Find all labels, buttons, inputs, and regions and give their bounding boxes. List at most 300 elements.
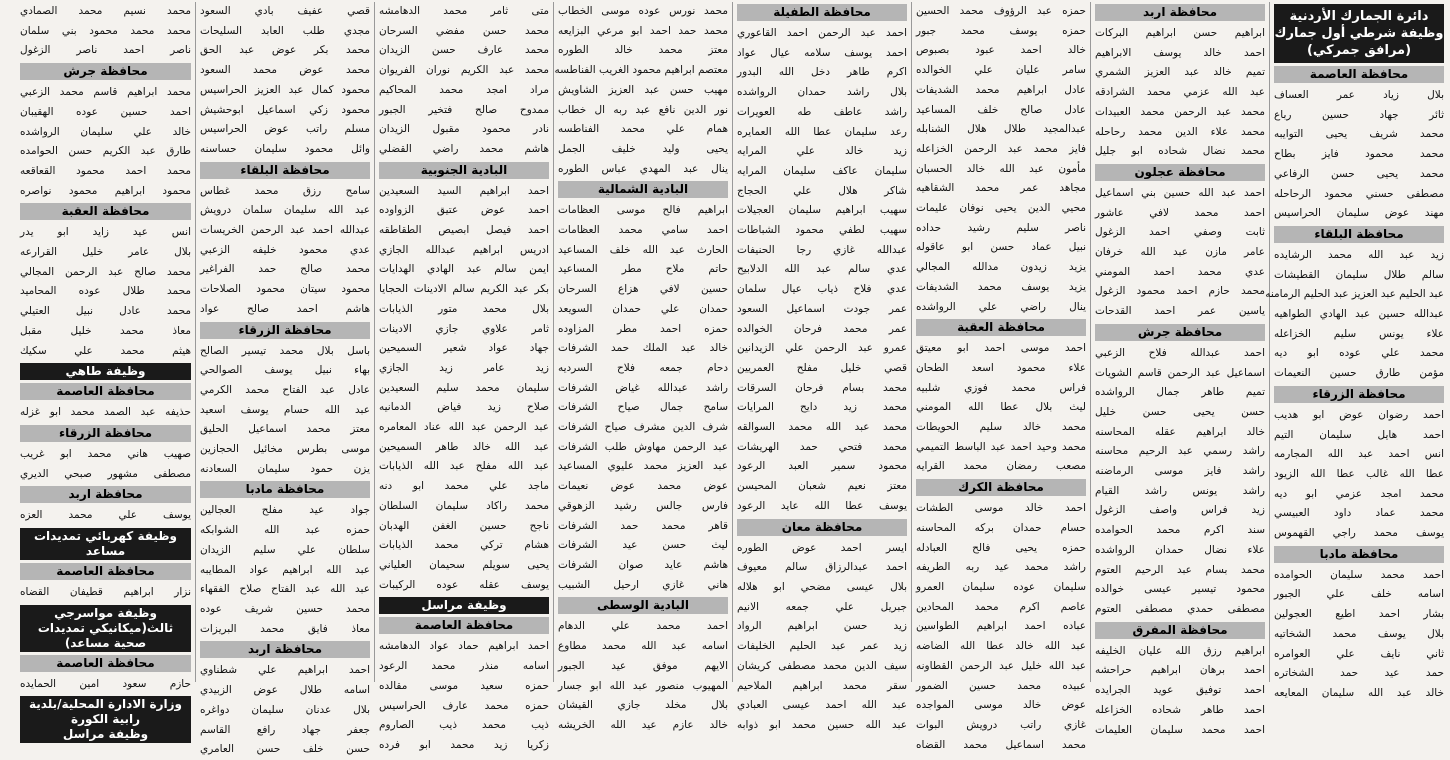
name-entry: احمد محمد سليمان العليمات	[1095, 723, 1265, 736]
name-entry: هاني غازي ارحيل الشبيب	[558, 578, 728, 591]
region-header: محافظة الزرقاء	[200, 322, 370, 339]
name-entry: بلال راشد حمدان الرواشده	[737, 86, 907, 99]
name-entry: عبدالمجيد طلال هلال الشنابله	[916, 123, 1086, 136]
section-block	[554, 2, 728, 179]
name-entry: محمد احمد محمود القعاقعه	[20, 164, 191, 177]
name-entry: محمد بسام فرحان السرقات	[737, 381, 907, 394]
name-entry: معتصم ابراهيم محمود الغريب الفناطسه	[554, 64, 728, 77]
name-entry: جبريل علي جمعه الانيم	[737, 600, 907, 613]
name-entry: يوسف عطا الله عايد الرعود	[737, 499, 907, 512]
name-entry: يوسف محمد راجي القهموس	[1274, 527, 1444, 540]
name-entry: محمد نسيم محمد الصمادي	[20, 5, 191, 17]
name-entry: عمر جودت اسماعيل السعود	[737, 302, 907, 315]
name-entry: علاء محمود اسعد الطحان	[916, 361, 1086, 374]
region-header: محافظة جرش	[20, 63, 191, 80]
name-entry: مهند عوض سليمان الحراسيس	[1274, 207, 1444, 220]
name-entry: محمد عوض محمد السعود	[200, 64, 370, 77]
name-entry: ماجد علي محمد ابو دنه	[379, 480, 549, 493]
name-entry: عبد الله خالد عطا الله الضاضه	[916, 640, 1086, 653]
name-entry: محمد بسام عبد الرحيم العتوم	[1095, 563, 1265, 576]
section-block	[1274, 4, 1444, 63]
name-entry: مهيب حسن عبد العزيز الشاويش	[558, 83, 728, 96]
name-entry: مجاهد عمر محمد الشقاهيه	[916, 182, 1086, 195]
name-entry: محمد صالح حمد الفراغير	[200, 263, 370, 276]
region-header: محافظة عجلون	[1095, 164, 1265, 181]
name-entry: نور الدين نافع عبد ربه ال خطاب	[558, 103, 728, 116]
region-header: محافظة مادبا	[200, 481, 370, 498]
section-block	[20, 563, 191, 603]
name-entry: مصطفى حمدي مصطفى العتوم	[1095, 602, 1265, 615]
column-6	[374, 2, 553, 751]
name-entry: يحيى وليد خليف الجمل	[558, 142, 728, 155]
name-entry: بهاء نبيل يوسف الصوالحي	[200, 364, 370, 377]
name-entry: عبد الله سليمان سلمان درويش	[200, 204, 370, 217]
name-entry: احمد موسى احمد ابو معيتق	[916, 342, 1086, 355]
name-entry: احمد خالد يوسف الابراهيم	[1095, 46, 1265, 59]
job-title-header: وظيفة طاهي	[20, 363, 191, 380]
name-entry: حمزه يوسف محمد جبور	[916, 24, 1086, 37]
name-entry: همام علي محمد الفناطسه	[558, 123, 728, 136]
region-header: محافظة الزرقاء	[20, 425, 191, 442]
name-entry: حمزه احمد مطر المزاوده	[558, 322, 728, 335]
job-title-header: وزارة الادارة المحلية/بلدية رابية الكورة وظيفة مراسل	[20, 696, 191, 743]
name-entry: نادر محمود مقبول الزيدان	[379, 123, 549, 136]
section-block	[200, 162, 370, 320]
name-entry: عبد الله مفلح عبد الله الذيابات	[379, 460, 549, 473]
name-entry: هشام تركي محمد الذيابات	[379, 539, 549, 552]
name-entry: عبد الحليم عبد العزيز عبد الحليم الرمامنه	[1265, 288, 1444, 301]
name-entry: قصي خليل مفلح العمريين	[737, 361, 907, 374]
name-entry: احمد خالد موسى الطشات	[916, 502, 1086, 515]
name-entry: احمد توفيق عويد الجرايده	[1095, 684, 1265, 697]
name-entry: راشد فايز موسى الرماضنه	[1095, 465, 1265, 478]
name-entry: احمد ابراهيم حماد عواد الدهامشه	[379, 640, 549, 653]
name-entry: عاصم اكرم محمد المحادين	[916, 600, 1086, 613]
name-entry: عوض محمد عوض نعيمات	[558, 480, 728, 493]
name-entry: حسين لافي هزاع السرحان	[558, 283, 728, 296]
name-entry: معاذ فايق محمد البريزات	[200, 622, 370, 635]
name-entry: بشار احمد اطيع العجولين	[1274, 608, 1444, 621]
name-entry: محمود سمير العبد الرعود	[737, 460, 907, 473]
name-entry: محمد راكاد سليمان السلطان	[379, 499, 549, 512]
name-entry: محمد عبد الله محمد السوالقه	[737, 421, 907, 434]
name-entry: معتز محمد خالد الطوره	[558, 44, 728, 57]
name-entry: احمد محمد علي الدهام	[558, 620, 728, 633]
section-block	[20, 2, 191, 61]
name-entry: عادل عبد الفتاح محمد الكرمي	[200, 383, 370, 396]
section-block	[200, 481, 370, 639]
name-entry: يوسف عقله عوده الركيبات	[379, 578, 549, 591]
section-block	[20, 383, 191, 423]
name-entry: علاء يونس سليم الخزاعله	[1274, 327, 1444, 340]
name-entry: ذيب محمد ذيب الصاروم	[379, 719, 549, 732]
name-entry: احمد عبد الله حسين بني اسماعيل	[1095, 186, 1265, 199]
name-entry: ثائر جهاد حسين رباع	[1274, 108, 1444, 121]
name-entry: وائل محمود سليمان حساسنه	[200, 142, 370, 155]
region-header: محافظة اربد	[1095, 4, 1265, 21]
name-entry: نزار ابراهيم قطيفان القضاه	[20, 586, 191, 599]
name-entry: شاكر هلال علي الحجاج	[737, 184, 907, 197]
name-entry: رعد سليمان عطا الله العمايره	[737, 125, 907, 138]
name-entry: عدي سالم عبد الله الدلابيح	[737, 263, 907, 276]
name-entry: سامح رزق محمد غطاس	[200, 184, 370, 197]
name-entry: محمد حسن مفضي السرحان	[379, 24, 549, 37]
name-entry: زيد عمر عبد الحليم الخليفات	[737, 640, 907, 653]
section-block	[379, 162, 549, 596]
name-entry: محمد بكر عوض عبد الحق	[200, 44, 370, 57]
name-entry: حسن يحيى حسن خليل	[1095, 405, 1265, 418]
name-entry: خالد عازم عيد الله الخريشه	[558, 718, 728, 731]
name-entry: محمود ابراهيم محمود نواصره	[20, 184, 191, 197]
column-2	[1090, 2, 1269, 736]
name-entry: احمد حسين عوده الهقيبان	[20, 105, 191, 118]
name-entry: ليث حسن عيد الشرفات	[558, 539, 728, 552]
region-header: البادية الشمالية	[558, 181, 728, 198]
name-entry: راشد عبدالله غياض الشرفات	[558, 381, 728, 394]
name-entry: ممدوح صالح فتخير الجبور	[379, 103, 549, 116]
name-entry: محمد عبد الرحمن محمد العبيدات	[1095, 105, 1265, 118]
region-header: محافظة المفرق	[1095, 622, 1265, 639]
name-entry: راشد رسمي عبد الرحيم محاسنه	[1095, 445, 1265, 458]
region-header: محافظة الكرك	[916, 479, 1086, 496]
name-entry: جعفر جهاد رافع القاسم	[200, 723, 370, 736]
name-entry: محمد خالد سليم الحويطات	[916, 421, 1086, 434]
name-entry: عبد الله خليل عبد الرحمن القطاونه	[916, 659, 1086, 672]
name-entry: سهيب لطفي محمود الشباطات	[737, 224, 907, 237]
region-header: محافظة اربد	[200, 641, 370, 658]
name-entry: احمد عوض عتيق الزواوده	[379, 204, 549, 217]
job-title-header: وظيفة مراسل	[379, 597, 549, 614]
name-entry: عبدالله احمد عبد الرحمن الخريسات	[200, 224, 370, 237]
name-entry: اسامه منذر محمد الرعود	[379, 660, 549, 673]
region-header: محافظة مادبا	[1274, 546, 1444, 563]
name-entry: محمد حسين شريف عوده	[200, 602, 370, 615]
name-entry: احمد محمد سليمان الحوامده	[1274, 568, 1444, 581]
name-entry: محمد عادل نبيل العتيلي	[20, 305, 191, 318]
name-entry: محمد نورس عوده موسى الخطاب	[558, 5, 728, 17]
name-entry: بكر عبد الكريم سالم الادينات الحجايا	[379, 283, 549, 296]
name-entry: معاذ محمد خليل مقبل	[20, 324, 191, 337]
section-block	[558, 597, 728, 735]
section-block	[1095, 164, 1265, 322]
name-entry: عبد العزيز محمد عليوي المساعيد	[558, 460, 728, 473]
name-entry: عدي فلاح ذياب عيال سلمان	[737, 283, 907, 296]
name-entry: ناجح حسين الغفن الهدبان	[379, 519, 549, 532]
name-entry: طارق عبد الكريم حسن الحوامده	[20, 145, 191, 158]
name-entry: عباده احمد ابراهيم الطواسين	[916, 620, 1086, 633]
name-entry: محمد ابراهيم قاسم محمد الزعبي	[20, 86, 191, 99]
column-1	[1265, 2, 1448, 699]
section-block	[200, 641, 370, 760]
name-entry: اسماعيل عبد الرحمن قاسم الشويات	[1095, 366, 1265, 379]
region-header: محافظة البلقاء	[1274, 226, 1444, 243]
name-entry: جواد عيد مفلح العجالين	[200, 504, 370, 517]
region-header: محافظة اربد	[20, 486, 191, 503]
name-entry: ليث بلال عطا الله المومني	[916, 401, 1086, 414]
section-block	[20, 425, 191, 484]
name-entry: صهيب هاني محمد ابو غريب	[20, 447, 191, 460]
section-block	[1265, 226, 1444, 384]
name-entry: باسل بلال محمد تيسير الصالح	[200, 344, 370, 357]
name-entry: مجدي طلب العابد السليحات	[200, 24, 370, 37]
name-entry: حسن خلف حسن العامري	[200, 743, 370, 756]
section-block	[379, 617, 549, 755]
name-entry: احمد يوسف سلامه عيال عواد	[737, 46, 907, 59]
name-entry: علاء نضال حمدان الرواشده	[1095, 543, 1265, 556]
region-header: محافظة الطفيلة	[737, 4, 907, 21]
name-entry: احمد سامي محمد العظامات	[558, 224, 728, 237]
section-block	[1095, 4, 1265, 162]
section-block	[20, 486, 191, 526]
region-header: محافظة البلقاء	[200, 162, 370, 179]
job-title-header: وظيفة كهربائي تمديدات مساعد	[20, 528, 191, 560]
name-entry: ايسر احمد عوض الطوره	[737, 541, 907, 554]
name-entry: فارس جالس رشيد الزهوقي	[558, 499, 728, 512]
section-block	[916, 479, 1086, 755]
name-entry: حاتم ملاح مطر المساعيد	[558, 263, 728, 276]
section-block	[916, 2, 1086, 317]
name-entry: محمد محمد محمود بني سلمان	[20, 24, 191, 37]
name-entry: تميم طاهر جمال الرواشده	[1095, 386, 1265, 399]
name-entry: احمد هايل سليمان التيم	[1274, 428, 1444, 441]
name-entry: اسامه عبد الله محمد مطاوع	[558, 640, 728, 653]
section-block	[200, 322, 370, 480]
name-entry: محيي الدين يحيى نوفان عليمات	[916, 202, 1086, 215]
name-entry: خالد عبد الله سليمان المعايعه	[1274, 686, 1444, 699]
name-entry: محمد شريف يحيى التوايبه	[1274, 128, 1444, 141]
name-entry: محمد عارف حسن الزيدان	[379, 44, 549, 57]
name-entry: مراد امجد محمد المحاكيم	[379, 83, 549, 96]
name-entry: عادل صالح خلف المساعيد	[916, 103, 1086, 116]
name-entry: زيد فراس واصف الزغول	[1095, 504, 1265, 517]
name-entry: الايهم موفق عيد الجبور	[558, 659, 728, 672]
region-header: البادية الجنوبية	[379, 162, 549, 179]
section-block	[20, 696, 191, 743]
section-block	[379, 2, 549, 160]
name-entry: حسام حمدان بركه المحاسنه	[916, 521, 1086, 534]
name-entry: خالد ابراهيم عقله المحاسنه	[1095, 425, 1265, 438]
column-5	[553, 2, 732, 731]
name-entry: حازم سعود امين الحمايده	[20, 677, 191, 690]
section-block	[20, 203, 191, 361]
name-entry: عبد الله حسام يوسف اسعيد	[200, 403, 370, 416]
name-entry: يزيد زيدون مدالله المجالي	[916, 261, 1086, 274]
name-entry: محمد حمد احمد ابو مرعي البزايعه	[558, 24, 728, 37]
name-entry: عمر محمد فرحان الخوالده	[737, 322, 907, 335]
name-entry: تميم خالد عبد العزيز الشمري	[1095, 66, 1265, 79]
column-4	[732, 2, 911, 731]
name-entry: عبد الله عبد الفتاح صلاح الفقهاء	[200, 583, 370, 596]
name-entry: مسلم راتب عوض الحراسيس	[200, 123, 370, 136]
name-entry: يوسف علي محمد العزه	[20, 509, 191, 522]
name-entry: زيد عبد الله محمد الرشايده	[1274, 248, 1444, 261]
name-entry: محمد نضال شحاده ابو جليل	[1095, 145, 1265, 158]
name-entry: بلال زياد عمر العساف	[1274, 89, 1444, 101]
name-entry: محمد يحيى حسن الرفاعي	[1274, 167, 1444, 180]
name-entry: سامر عليان علي الخوالده	[916, 64, 1086, 77]
name-entry: بلال عيسى مضحي ابو هلاله	[737, 580, 907, 593]
section-block	[200, 2, 370, 160]
job-title-header: دائرة الجمارك الأردنية وظيفة شرطي أول جمارك (مرافق جمركي)	[1274, 4, 1444, 63]
name-entry: محمود تيسير عيسى خوالده	[1095, 583, 1265, 596]
name-entry: سند اكرم محمد الحوامده	[1095, 524, 1265, 537]
name-entry: سيف الدين محمد مصطفى كريشان	[737, 659, 907, 672]
name-entry: متى ثامر محمد الدهامشه	[379, 5, 549, 17]
name-entry: راشد عاطف طه العويرات	[737, 105, 907, 118]
name-entry: سامح جمال صياح الشرفات	[558, 401, 728, 414]
name-entry: مؤمن طارق حسين النعيمات	[1274, 367, 1444, 380]
region-header: محافظة العاصمة	[1274, 66, 1444, 83]
name-entry: ابراهيم فالح موسى العظامات	[558, 204, 728, 217]
section-block	[916, 319, 1086, 477]
name-entry: خالد عبد الملك حمد الشرفات	[558, 342, 728, 355]
name-entry: عبد الله ابراهيم عواد المطايبه	[200, 563, 370, 576]
section-block	[1274, 66, 1444, 224]
name-entry: عبد الله حسين محمد ابو ذوابه	[737, 718, 907, 731]
region-header: محافظة العاصمة	[379, 617, 549, 634]
name-entry: عبد الله احمد عيسى العبادي	[737, 699, 907, 712]
name-entry: زكريا زيد محمد ابو فرده	[379, 738, 549, 751]
name-entry: احمد ابراهيم السيد السعيدين	[379, 184, 549, 197]
name-entry: محمد اسماعيل محمد القضاه	[916, 738, 1086, 751]
name-entry: مأمون عبد الله خالد الحسبان	[916, 162, 1086, 175]
region-header: البادية الوسطى	[558, 597, 728, 614]
name-entry: يزيد يوسف محمد الشديفات	[916, 280, 1086, 293]
name-entry: مصطفى مشهور صبحي الديري	[20, 467, 191, 480]
name-entry: محمد محمود فايز بطاح	[1274, 148, 1444, 161]
name-entry: الحارث عبد الله خلف المساعيد	[558, 243, 728, 256]
name-entry: فراس محمد فوزي شلبيه	[916, 381, 1086, 394]
name-entry: سليمان عوده سليمان العمرو	[916, 580, 1086, 593]
name-entry: محمد علاء الدين محمد رحاحله	[1095, 125, 1265, 138]
name-entry: محمود زكي اسماعيل ابوحشيش	[200, 103, 370, 116]
name-entry: احمد رضوان عوض ابو هديب	[1274, 408, 1444, 421]
region-header: محافظة الزرقاء	[1274, 386, 1444, 403]
name-entry: ابراهيم حسن ابراهيم البركات	[1095, 27, 1265, 39]
name-entry: يحيى سويلم سحيمان العلياني	[379, 558, 549, 571]
name-entry: اسامه طلال عوض الزبيدي	[200, 684, 370, 697]
name-entry: ابراهيم رزق الله عليان الخليفه	[1095, 644, 1265, 657]
name-entry: هاشم عايد صوان الشرفات	[558, 558, 728, 571]
name-entry: حمزه يحيى فالح العبادله	[916, 541, 1086, 554]
name-entry: غازي راتب درويش البوات	[916, 718, 1086, 731]
name-entry: انس عيد زايد ابو يدر	[20, 226, 191, 239]
section-block	[558, 181, 728, 595]
name-entry: ناصر احمد ناصر الزغول	[20, 44, 191, 57]
section-block	[379, 597, 549, 614]
name-entry: احمد ابراهيم علي شطناوي	[200, 664, 370, 677]
name-entry: اكرم طاهر دخل الله البدور	[737, 66, 907, 79]
name-entry: احمد عبدالله فلاح الزعبي	[1095, 346, 1265, 359]
name-entry: هاشم احمد صالح عواد	[200, 302, 370, 315]
name-entry: قصي عفيف بادي السعود	[200, 5, 370, 17]
name-entry: محمد طلال عوده المحاميد	[20, 285, 191, 298]
name-entry: عدي محمود خليفه الزعبي	[200, 243, 370, 256]
name-entry: هاشم محمد راضي القضلي	[379, 142, 549, 155]
name-entry: هيثم محمد علي سكيك	[20, 344, 191, 357]
name-entry: نبيل عماد حسن ابو عاقوله	[916, 241, 1086, 254]
section-block	[20, 605, 191, 652]
name-entry: سليمان عاكف سليمان المرايه	[737, 164, 907, 177]
name-entry: سالم طلال سليمان القطيشات	[1274, 268, 1444, 281]
name-entry: زيد عامر زيد الجازي	[379, 361, 549, 374]
name-entry: عبدالله حسين عبد الهادي الطواهيه	[1274, 308, 1444, 321]
region-header: محافظة العقبة	[20, 203, 191, 220]
name-entry: ناصر سليم رشيد حداده	[916, 221, 1086, 234]
name-entry: ثابت وصفي احمد الزغول	[1095, 226, 1265, 239]
name-entry: سهيب ابراهيم سليمان العجيلات	[737, 204, 907, 217]
job-title-header: وظيفة مواسرجي ثالث(ميكانيكي تمديدات صحية مساعد)	[20, 605, 191, 652]
name-entry: احمد برهان ابراهيم حراحشه	[1095, 664, 1265, 677]
name-entry: ايمن سالم عبد الهادي الهدايات	[379, 263, 549, 276]
name-entry: خالد احمد عبود بصبوص	[916, 44, 1086, 57]
name-entry: عدي محمد احمد المومني	[1095, 265, 1265, 278]
name-entry: احمد عبدالرزاق سالم معيوف	[737, 561, 907, 574]
section-block	[1095, 324, 1265, 620]
name-entry: معتز نعيم شعبان المحيسن	[737, 480, 907, 493]
name-entry: حمزه عبد الرؤوف محمد الحسين	[916, 5, 1086, 17]
name-entry: محمد حازم احمد محمود الزغول	[1095, 285, 1265, 298]
name-entry: عطا الله غالب عطا الله الزيود	[1274, 467, 1444, 480]
name-entry: محمد صالح عبد الرحمن المجالي	[20, 265, 191, 278]
name-entry: زيد خالد علي المرايه	[737, 145, 907, 158]
name-entry: ياسين عمر احمد القدحات	[1095, 305, 1265, 318]
name-entry: راشد محمد عيد ربه الطريفه	[916, 561, 1086, 574]
name-entry: موسى بطرس مخائيل الحجازين	[200, 443, 370, 456]
name-entry: محمود كمال عبد العزيز الحراسيس	[200, 83, 370, 96]
region-header: محافظة العاصمة	[20, 383, 191, 400]
region-header: محافظة جرش	[1095, 324, 1265, 341]
region-header: محافظة العقبة	[916, 319, 1086, 336]
column-8	[16, 2, 195, 742]
name-entry: محمد وحيد احمد عبد الباسط التميمي	[916, 440, 1086, 453]
name-entry: بلال يوسف محمد الشخاتيه	[1274, 627, 1444, 640]
name-entry: المهيوب منصور عبد الله ابو جسار	[558, 679, 728, 692]
name-entry: حمدان علي حمدان السويعد	[558, 302, 728, 315]
name-entry: فايز محمد عبد الرحمن الخزاعله	[916, 142, 1086, 155]
name-entry: محمد علي عوده ابو ديه	[1274, 347, 1444, 360]
section-block	[20, 363, 191, 380]
region-header: محافظة العاصمة	[20, 563, 191, 580]
section-block	[20, 63, 191, 201]
name-entry: حمزه محمد عارف الحراسيس	[379, 699, 549, 712]
name-entry: مصعب رمضان محمد القرايه	[916, 460, 1086, 473]
name-entry: سقر محمد ابراهيم الملاحيم	[737, 679, 907, 692]
name-entry: عبد الله خالد طاهر السميحين	[379, 440, 549, 453]
name-entry: حمزه عبد الله الشوابكه	[200, 524, 370, 537]
name-entry: احمد محمد لافي عاشور	[1095, 206, 1265, 219]
name-entry: سلطان علي سليم الزيدان	[200, 543, 370, 556]
name-entry: عمرو عبد الرحمن علي الزيدانين	[737, 342, 907, 355]
name-entry: عبد الرحمن عبد الله عناد المعامره	[379, 421, 549, 434]
name-entry: محمد زيد دايح المرايات	[737, 401, 907, 414]
name-entry: ثاني نايف علي العوامره	[1274, 647, 1444, 660]
region-header: محافظة معان	[737, 519, 907, 536]
name-entry: حذيفه عبد الصمد محمد ابو غزله	[20, 406, 191, 419]
name-entry: انس احمد عبد الله المجارمه	[1274, 448, 1444, 461]
region-header: محافظة العاصمة	[20, 655, 191, 672]
section-block	[1095, 622, 1265, 741]
section-block	[737, 4, 907, 517]
name-entry: قاهر محمد حمد الشرفات	[558, 519, 728, 532]
name-entry: صلاح زيد فياض الدمانيه	[379, 401, 549, 414]
name-entry: اسامه خلف علي الجبور	[1274, 588, 1444, 601]
name-entry: ينال راضي علي الرواشده	[916, 300, 1086, 313]
name-entry: ثامر علاوي جازي الادينات	[379, 322, 549, 335]
name-entry: جهاد عواد شعير السميحين	[379, 342, 549, 355]
name-entry: ادريس ابراهيم عبدالله الجازي	[379, 243, 549, 256]
name-entry: حمد عيد حمد الشخاتره	[1274, 667, 1444, 680]
